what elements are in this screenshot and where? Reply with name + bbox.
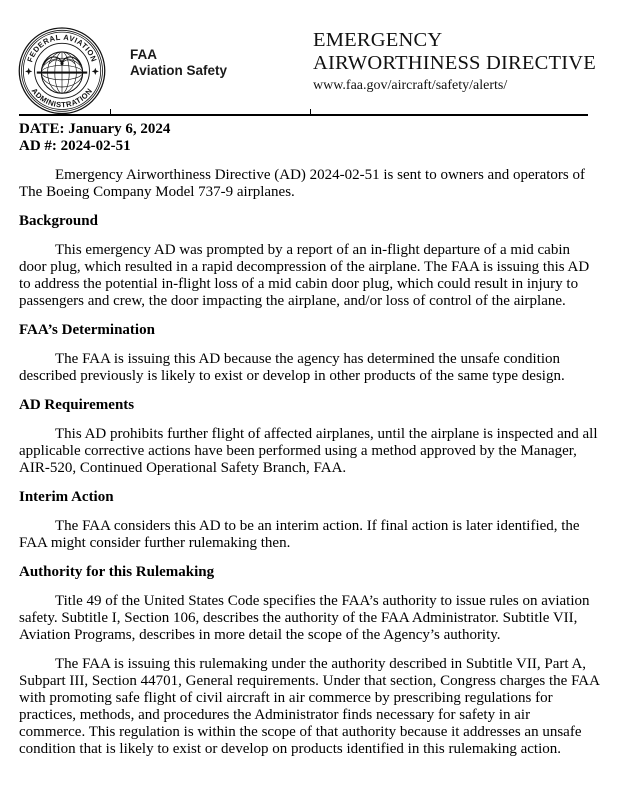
seal-bottom-text: ADMINISTRATION — [29, 86, 95, 110]
section-paragraph: The FAA considers this AD to be an interim action. If final action is later identified, the FAA might consider further rulemaking then. — [19, 518, 580, 551]
section-paragraph: This emergency AD was prompted by a report of an in-flight departure of a mid cabin door plug, which resulted in a rapid decompression of the airplane. The FAA is issuing this AD to address the potential in-flight loss of a mid cabin door plug, which could result in injury to passengers and crew, the door impacting the airplane, and/or loss of control of the airplane. — [19, 242, 590, 309]
masthead — [313, 29, 608, 94]
ad-number-line: AD #: 2024-02-51 — [19, 138, 131, 154]
divider-tick — [110, 109, 111, 115]
intro-paragraph: Emergency Airworthiness Directive (AD) 2024-02-51 is sent to owners and operators of The Boeing Company Model 737-9 airplanes. — [19, 167, 586, 200]
org-name-block — [130, 47, 227, 79]
section-heading-faa-determination: FAA’s Determination — [19, 322, 155, 338]
document-title-line1: EMERGENCY — [313, 29, 443, 51]
date-line: DATE: January 6, 2024 — [19, 121, 171, 137]
document-body — [19, 121, 600, 758]
section-heading-ad-requirements: AD Requirements — [19, 397, 135, 413]
section-heading-authority: Authority for this Rulemaking — [19, 564, 215, 580]
faa-seal-logo — [13, 24, 111, 114]
section-paragraph: Title 49 of the United States Code specifies the FAA’s authority to issue rules on aviation safety. Subtitle I, Section 106, describes the authority of the FAA Administrator. Subtitle VII, Aviation Programs, describes in more detail the scope of the Agency’s authority. — [19, 593, 590, 643]
letterhead — [0, 0, 619, 120]
section-heading-interim-action: Interim Action — [19, 489, 114, 505]
divider-tick — [310, 109, 311, 115]
section-paragraph: This AD prohibits further flight of affected airplanes, until the airplane is inspected and all applicable corrective actions have been performed using a method approved by the Manager, AIR-520, Continued Operational Safety Branch, FAA. — [19, 426, 598, 476]
org-line-faa: FAA — [130, 47, 157, 62]
letterhead-divider — [19, 114, 588, 116]
document-title-line2: AIRWORTHINESS DIRECTIVE — [313, 52, 596, 74]
seal-top-text: FEDERAL AVIATION — [25, 32, 99, 64]
org-line-aviation-safety: Aviation Safety — [130, 63, 228, 78]
faa-alerts-url: www.faa.gov/aircraft/safety/alerts/ — [313, 78, 508, 93]
section-paragraph: The FAA is issuing this rulemaking under the authority described in Subtitle VII, Part A, Subpart III, Section 44701, General requirements. Under that section, Congress charges the FAA with promoting safe flight of civil aircraft in air commerce by prescribing regulations for practices, methods, and procedures the Administrator finds necessary for safety in air commerce. This regulation is within the scope of that authority because it addresses an unsafe condition that is likely to exist or develop on products identified in this rulemaking action. — [19, 656, 600, 757]
section-paragraph: The FAA is issuing this AD because the agency has determined the unsafe condition described previously is likely to exist or develop in other products of the same type design. — [19, 351, 565, 384]
section-heading-background: Background — [19, 213, 98, 229]
